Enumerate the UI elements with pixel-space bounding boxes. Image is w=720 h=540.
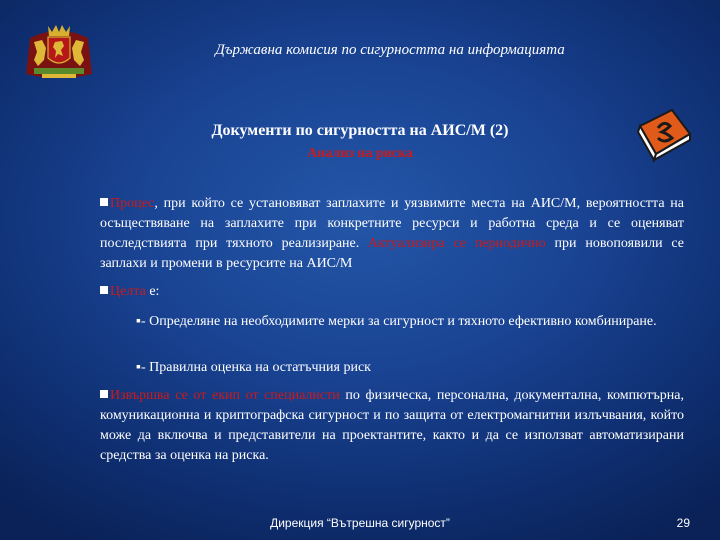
document-subtitle: Анализ на риска [307, 146, 413, 161]
goal-item-measures: ▪- Определяне на необходимите мерки за сигурност и тяхното ефективно комбиниране. [136, 314, 657, 329]
process-text-end: при новопоявили се заплахи и промени в ресурсите на АИС/М [100, 236, 684, 271]
process-text: , при който се установяват заплахите и уязвимите места на АИС/М, вероятността на осъществяване на заплахите при конкретните ресурси и работна среда и се оценяват последствията при тяхното реализиране. [100, 196, 684, 251]
book-icon [632, 104, 696, 164]
goal-lead: Целта [110, 284, 146, 299]
footer-directorate: Дирекция “Вътрешна сигурност” [270, 516, 450, 530]
organization-title: Държавна комисия по сигурността на информацията [215, 42, 565, 58]
bullet-icon [100, 286, 108, 294]
document-title: Документи по сигурността на АИС/М (2) [211, 122, 509, 139]
bullet-icon [100, 390, 108, 398]
performed-by-text: по физическа, персонална, документална, компютърна, комуникационна и криптографска сигурност и по защита от електромагнитни излъчвания, който може да включва и представители на проектантите, както и да се използват автоматизирани средства за оценка на риска. [100, 388, 684, 463]
performed-by-lead: Извършва се от екип от специалисти [110, 388, 340, 403]
goal-text: е: [145, 284, 160, 299]
bullet-icon [100, 198, 108, 206]
paragraph-goal [100, 282, 684, 302]
goal-item-residual-risk: ▪- Правилна оценка на остатъчния риск [136, 360, 371, 375]
process-lead: Процес [110, 196, 155, 211]
update-note: Актуализира се периодично [368, 236, 546, 251]
coat-of-arms-icon [20, 20, 98, 82]
paragraph-process [100, 194, 684, 274]
paragraph-performed-by [100, 386, 684, 466]
page-number: 29 [676, 516, 690, 530]
